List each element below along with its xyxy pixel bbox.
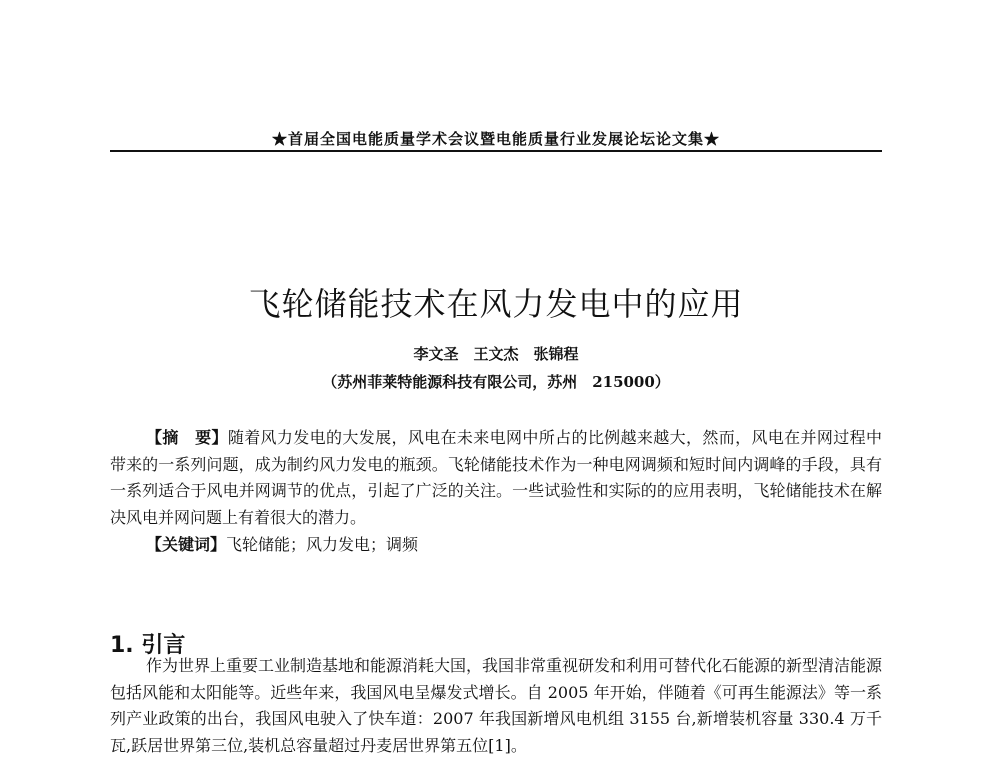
abstract [110,425,882,531]
abstract-label: 【摘 要】 [146,428,228,447]
section-heading: 1. 引言 [110,633,186,659]
running-header: ★首届全国电能质量学术会议暨电能质量行业发展论坛论文集★ [271,130,720,148]
intro-paragraph: 作为世界上重要工业制造基地和能源消耗大国，我国非常重视研发和利用可替代化石能源的新型清洁能源包括风能和太阳能等。近些年来，我国风电呈爆发式增长。自 2005 年开始，伴随着《可再生能源法》等一系列产业政策的出台，我国风电驶入了快车道：2007 年我国新增风电机组 3155 台,新增装机容量 330.4 万千瓦,跃居世界第三位,装机总容量超过丹麦居世界第五位[1]。 [110,656,883,755]
affiliation: （苏州菲莱特能源科技有限公司，苏州 215000） [322,373,670,391]
keywords-text: 飞轮储能；风力发电；调频 [226,535,419,554]
keywords [110,532,882,559]
keywords-label: 【关键词】 [146,535,227,554]
authors: 李文圣 王文杰 张锦程 [413,345,579,363]
paper-title: 飞轮储能技术在风力发电中的应用 [248,285,744,324]
header-rule [110,150,882,152]
abstract-text: 随着风力发电的大发展，风电在未来电网中所占的比例越来越大，然而，风电在并网过程中带来的一系列问题，成为制约风力发电的瓶颈。飞轮储能技术作为一种电网调频和短时间内调峰的手段，具有一系列适合于风电并网调节的优点，引起了广泛的关注。一些试验性和实际的的应用表明，飞轮储能技术在解决风电并网问题上有着很大的潜力。 [110,428,882,527]
